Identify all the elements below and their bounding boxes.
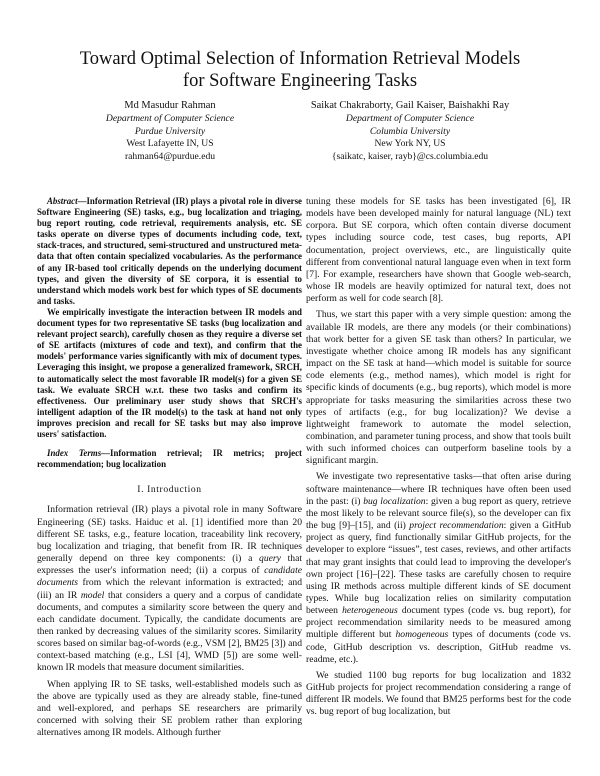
title-line-1: Toward Optimal Selection of Information Retrieval Models <box>79 49 521 69</box>
right-column <box>306 196 571 719</box>
author-university: Purdue University <box>134 125 206 137</box>
author-block-2 <box>290 100 530 163</box>
author-email: {saikatc, kaiser, rayb}@cs.columbia.edu <box>331 150 489 162</box>
abstract-label: Abstract <box>47 196 78 206</box>
abstract-paragraph-1: Abstract—Information Retrieval (IR) plays a pivotal role in diverse Software Engineering (SE) tasks, e.g., bug localization and triaging, bug report routing, code retrieval, requirements analysis, etc. SE tasks operate on diverse types of documents including code, text, stack-traces, and structured, semi-structured and unstructured meta-data that often contain specialized vocabularies. As the performance of any IR-based tool critically depends on the underlying document types, and given the diversity of SE corpora, it is essential to understand which models work best for which types of SE documents and tasks. <box>37 196 302 306</box>
intro-body <box>37 504 302 739</box>
author-department: Department of Computer Science <box>105 113 235 125</box>
body-paragraph-3: We investigate two representative tasks—that often arise during software maintenance—where IR techniques have often been used in the past: (i) bug localization: given a bug report as query, retrieve the most likely to be relevant source file(s), so the developer can fix the bug [9]–[15], and (ii) project recommendation: given a GitHub project as query, find functionally similar GitHub projects, for the developer to explore “issues”, test cases, reviews, and other artifacts that may grant insights that could lead to improving the developer's own project [16]–[22]. These tasks are carefully chosen to require using IR methods across multiple different kinds of SE document types. While bug localization relies on similarity computation between heterogeneous document types (code vs. bug report), for project recommendation similarity needs to be measured among multiple different but homogeneous types of documents (code vs. code, GitHub description vs. description, GitHub readme vs. readme, etc.). <box>306 471 572 665</box>
index-terms-text: Information retrieval; IR metrics; project recommendation; bug localization <box>37 448 302 470</box>
abstract <box>37 196 302 470</box>
intro-paragraph-2: When applying IR to SE tasks, well-established models such as the above are typically used as they are already stable, fine-tuned and well-explored, and perhaps SE researchers are primarily concerned with solving their SE problem rather than exploring alternatives among IR models. Although further <box>37 678 302 739</box>
author-block-1 <box>70 100 270 163</box>
left-column <box>37 196 302 739</box>
body-paragraph-2: Thus, we start this paper with a very simple question: among the available IR models, are there any models (or their combinations) that work better for a given SE task than others? In particular, we investigate whether choice among IR models has any significant impact on the SE task at hand—which model is suitable for source code elements (e.g., method names), which model is right for specific kinds of documents (e.g., bug reports), which model is more appropriate for tasks measuring the similarities across these two types of artifacts (e.g., for bug localization)? We devise a lightweight framework to automate the model selection, combination, and parameter tuning process, and show that tools built with such informed choices can outperform baseline tools by a significant margin. <box>306 309 571 467</box>
author-email: rahman64@purdue.edu <box>124 150 216 162</box>
author-location: West Lafayette IN, US <box>126 138 214 150</box>
author-university: Columbia University <box>369 125 451 137</box>
body-paragraph-4: We studied 1100 bug reports for bug localization and 1832 GitHub projects for project recommendation considering a range of different IR models. We found that BM25 performs best for the code vs. bug report of bug localization, but <box>306 669 571 718</box>
section-heading: I. Introduction <box>137 484 202 496</box>
author-name: Saikat Chakraborty, Gail Kaiser, Baishakhi Ray <box>310 100 510 111</box>
abstract-text-1: Information Retrieval (IR) plays a pivotal role in diverse Software Engineering (SE) tasks, e.g., bug localization and triaging, bug report routing, code retrieval, requirements analysis, etc. SE tasks operate on diverse types of documents including code, text, stack-traces, and structured, semi-structured and unstructured meta-data that often contain specialized vocabularies. As the performance of any IR-based tool critically depends on the underlying document types, and given the diversity of SE corpora, it is essential to understand which models work best for which types of SE documents and tasks. <box>37 196 302 306</box>
index-terms-label: Index Terms <box>47 448 102 459</box>
author-location: New York NY, US <box>374 138 446 150</box>
intro-paragraph-1: Information retrieval (IR) plays a pivotal role in many Software Engineering (SE) tasks. Haiduc et al. [1] identified more than 20 different SE tasks, e.g., feature location, traceability link recovery, bug localization and triaging, that benefit from IR. IR techniques generally depend on three key components: (i) a query that expresses the user's information need; (ii) a corpus of candidate documents from which the relevant information is extracted; and (iii) an IR model that considers a query and a corpus of candidate documents, and computes a similarity score between the query and each candidate document. Typically, the candidate documents are then ranked by decreasing values of the similarity scores. Similarity scores based on similar bag-of-words (e.g., VSM [2], BM25 [3]) and context-based matching (e.g., LSI [4], WMD [5]) are some well-known IR models that measure document similarities. <box>37 504 302 674</box>
author-name: Md Masudur Rahman <box>124 100 216 111</box>
title-line-2: for Software Engineering Tasks <box>182 71 418 91</box>
author-department: Department of Computer Science <box>345 113 475 125</box>
body-paragraph-1: tuning these models for SE tasks has been investigated [6], IR models have been developed mainly for natural language (NL) text corpora. But SE corpora, which often contain diverse document types including source code, test cases, bug reports, API documentation, project overviews, etc., are linguistically quite different from conventional natural language even when in text form [7]. For example, researchers have shown that Google web-search, whose IR models are heavily optimized for natural text, does not perform as well for code search [8]. <box>306 196 571 305</box>
abstract-paragraph-2: We empirically investigate the interaction between IR models and document types for two representative SE tasks (bug localization and relevant project search), carefully chosen as they require a diverse set of SE artifacts (mixtures of code and text), and confirm that the models' performance varies significantly with mix of document types. Leveraging this insight, we propose a generalized framework, SRCH, to automatically select the most favorable IR model(s) for a given SE task. We evaluate SRCH w.r.t. these two tasks and confirm its effectiveness. Our preliminary user study shows that SRCH's intelligent adaption of the IR model(s) to the task at hand not only improves precision and recall for SE tasks but may also improve users' satisfaction. <box>37 306 302 439</box>
paper-title <box>40 48 560 92</box>
index-terms: Index Terms—Information retrieval; IR metrics; project recommendation; bug localization <box>37 448 302 470</box>
